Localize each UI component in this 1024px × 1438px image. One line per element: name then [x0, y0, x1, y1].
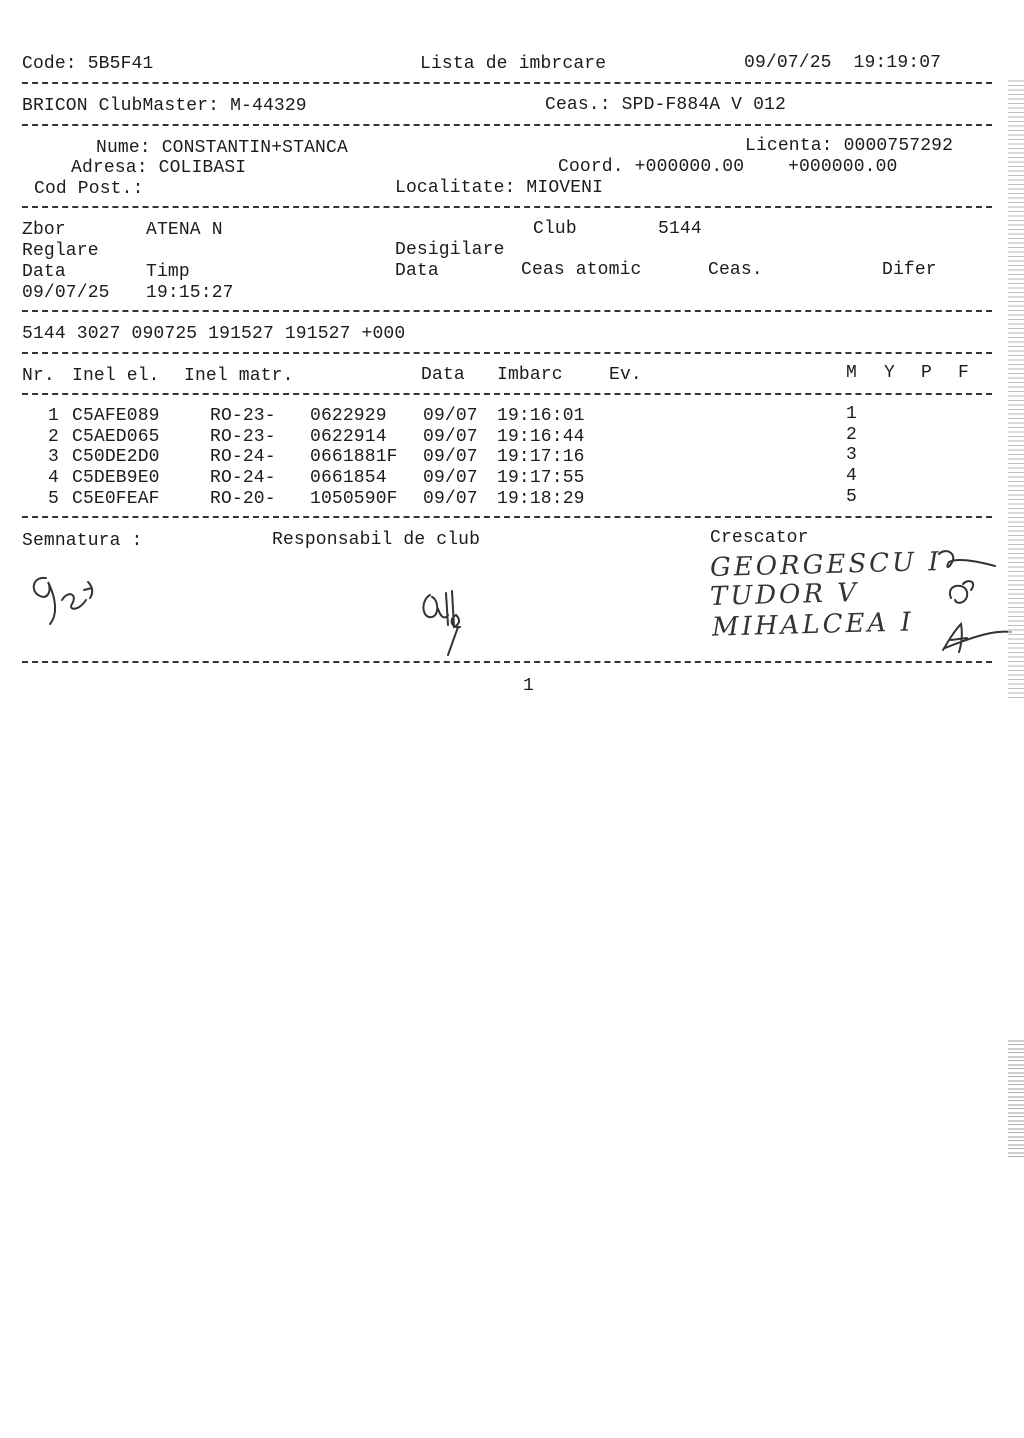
table-row — [0, 489, 1024, 509]
setting-date: 09/07/25 — [22, 283, 110, 303]
code-label: Code: 5B5F41 — [22, 54, 154, 74]
row-number: 3 — [48, 447, 59, 467]
column-header-m: M — [846, 363, 857, 383]
difference-header: Difer — [882, 260, 937, 280]
clock-id: Ceas.: SPD-F884A V 012 — [545, 95, 786, 115]
date-header: Data — [395, 261, 439, 281]
divider — [22, 352, 992, 354]
electronic-ring: C50DE2D0 — [72, 447, 160, 467]
breeder-label: Crescator — [710, 528, 809, 548]
divider — [22, 661, 992, 663]
club-responsible-label: Responsabil de club — [272, 530, 481, 550]
basket-index: 5 — [846, 487, 857, 507]
column-header-date: Data — [421, 365, 465, 385]
column-header-basketing: Imbarc — [497, 365, 563, 385]
basket-time: 19:17:16 — [497, 447, 585, 467]
table-row — [0, 468, 1024, 488]
owner-license: Licenta: 0000757292 — [745, 136, 954, 156]
electronic-ring: C5DEB9E0 — [72, 468, 160, 488]
ring-number: 0661854 — [310, 468, 387, 488]
divider — [22, 82, 992, 84]
owner-address: Adresa: COLIBASI — [71, 158, 247, 178]
column-header-f: F — [958, 363, 969, 383]
ring-prefix: RO-23- — [210, 427, 276, 447]
divider — [22, 516, 992, 518]
postal-code: Cod Post.: — [34, 179, 144, 199]
handwritten-breeder-name: GEORGESCU I — [709, 546, 942, 584]
locality: Localitate: MIOVENI — [395, 178, 604, 198]
table-row — [0, 406, 1024, 426]
time-header: Timp — [146, 262, 190, 282]
column-header-event: Ev. — [609, 365, 642, 385]
handwritten-breeder-name: MIHALCEA I — [711, 607, 915, 643]
ring-prefix: RO-20- — [210, 489, 276, 509]
page-number: 1 — [523, 676, 534, 696]
basket-time: 19:16:44 — [497, 427, 585, 447]
basket-index: 2 — [846, 425, 857, 445]
flight-name: ATENA N — [146, 220, 223, 240]
setting-time: 19:15:27 — [146, 283, 234, 303]
setting-label: Reglare — [22, 241, 99, 261]
column-header-y: Y — [884, 363, 895, 383]
clock-header: Ceas. — [708, 260, 763, 280]
table-row — [0, 447, 1024, 467]
ring-prefix: RO-24- — [210, 468, 276, 488]
basket-date: 09/07 — [423, 468, 478, 488]
row-number: 1 — [48, 406, 59, 426]
electronic-ring: C5AED065 — [72, 427, 160, 447]
ring-number: 0661881F — [310, 447, 398, 467]
signature-scribble — [915, 540, 1015, 660]
row-number: 4 — [48, 468, 59, 488]
electronic-ring: C5AFE089 — [72, 406, 160, 426]
ring-prefix: RO-24- — [210, 447, 276, 467]
basket-time: 19:18:29 — [497, 489, 585, 509]
basket-time: 19:17:55 — [497, 468, 585, 488]
basket-time: 19:16:01 — [497, 406, 585, 426]
basket-date: 09/07 — [423, 447, 478, 467]
owner-coordinates: Coord. +000000.00 +000000.00 — [558, 157, 898, 177]
basket-index: 1 — [846, 404, 857, 424]
ring-number: 1050590F — [310, 489, 398, 509]
handwritten-breeder-name: TUDOR V — [709, 578, 860, 612]
ring-number: 0622914 — [310, 427, 387, 447]
table-row — [0, 427, 1024, 447]
divider — [22, 393, 992, 395]
basket-index: 3 — [846, 445, 857, 465]
clock-code-line: 5144 3027 090725 191527 191527 +000 — [22, 324, 406, 344]
document-title: Lista de imbrcare — [420, 54, 607, 74]
basket-date: 09/07 — [423, 489, 478, 509]
divider — [22, 124, 992, 126]
basket-date: 09/07 — [423, 406, 478, 426]
column-header-electronic-ring: Inel el. — [72, 366, 160, 386]
column-header-ring-number: Inel matr. — [184, 366, 294, 386]
unsealing-label: Desigilare — [395, 240, 505, 260]
atomic-clock-header: Ceas atomic — [521, 260, 642, 280]
program-id: BRICON ClubMaster: M-44329 — [22, 96, 307, 116]
club-label: Club — [533, 219, 577, 239]
divider — [22, 310, 992, 312]
date-header: Data — [22, 262, 66, 282]
scan-edge-artifact — [1008, 80, 1024, 700]
scan-edge-artifact — [1008, 1040, 1024, 1160]
basket-index: 4 — [846, 466, 857, 486]
signature-scribble — [28, 568, 108, 628]
ring-prefix: RO-23- — [210, 406, 276, 426]
signature-label: Semnatura : — [22, 531, 143, 551]
row-number: 2 — [48, 427, 59, 447]
signature-scribble — [418, 585, 468, 660]
column-header-p: P — [921, 363, 932, 383]
electronic-ring: C5E0FEAF — [72, 489, 160, 509]
flight-label: Zbor — [22, 220, 66, 240]
row-number: 5 — [48, 489, 59, 509]
owner-name: Nume: CONSTANTIN+STANCA — [96, 138, 348, 158]
divider — [22, 206, 992, 208]
print-datetime: 09/07/25 19:19:07 — [744, 53, 942, 73]
basket-date: 09/07 — [423, 427, 478, 447]
column-header-nr: Nr. — [22, 366, 55, 386]
club-number: 5144 — [658, 219, 702, 239]
ring-number: 0622929 — [310, 406, 387, 426]
